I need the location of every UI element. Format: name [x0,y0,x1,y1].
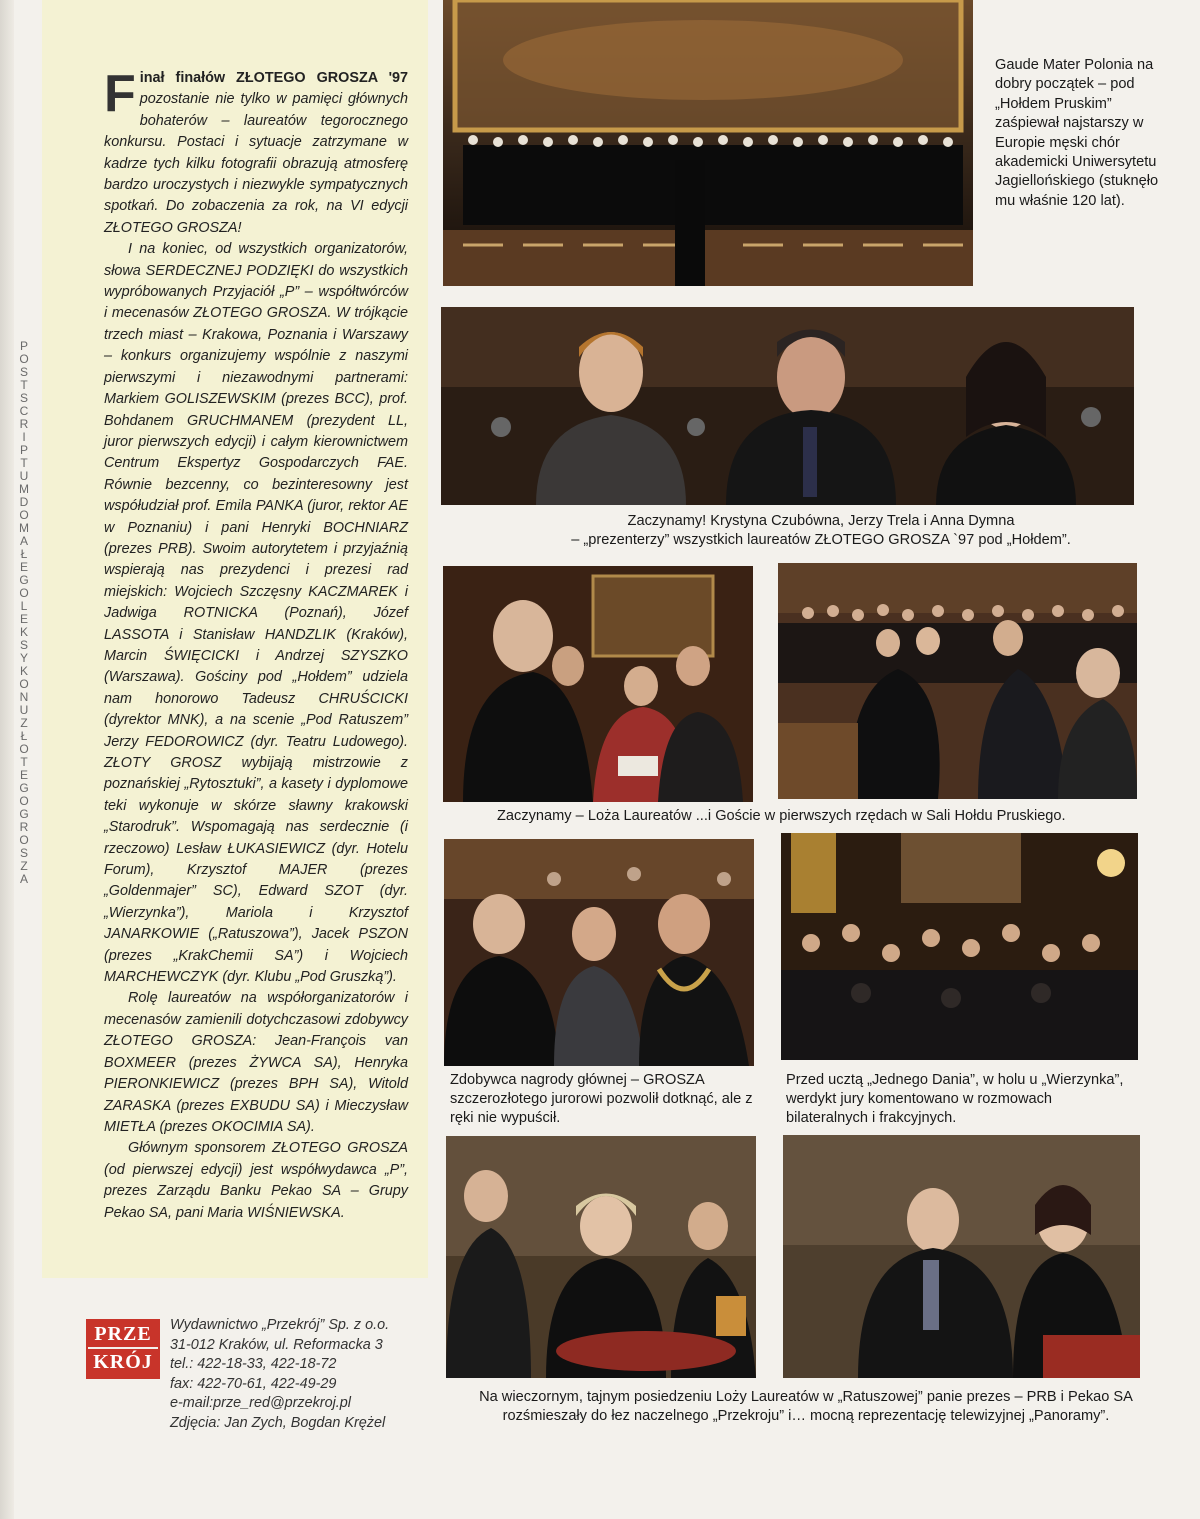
spine-letter: P [19,339,28,353]
spine-letter: G [19,781,29,795]
publisher-name: Wydawnictwo „Przekrój” Sp. z o.o. [170,1317,390,1333]
spine-letter: E [19,612,28,626]
spine-letter: K [19,664,28,678]
intro-paragraph-3: Rolę laureatów na współorganizatorów i mecenasów zamienili dotychczasowi zdobywcy ZŁOTEGO GROSZA: Jean-François van BOXMEER (prezes ŻYWCA SA), Henryka PIERONKIEWICZ (prezes BPH SA), Witold ZARASKA (prezes EXBUDU SA) i Mieczysław MIETŁA (prezes OKOCIMIA SA). [104,990,408,1135]
spine-letter: C [19,404,29,418]
spine-letter: A [19,534,28,548]
spine-letter: K [19,625,28,639]
spine-letter: E [19,560,28,574]
dropcap: F [104,65,136,123]
spine-letter: T [20,755,28,769]
caption-presenters-line-1: Zaczynamy! Krystyna Czubówna, Jerzy Trela i Anna Dymna [627,513,1015,529]
publisher-fax: fax: 422-70-61, 422-49-29 [170,1375,337,1392]
spine-letter: O [19,833,29,847]
spine-letter: S [19,391,28,405]
caption-wieczor-line-1: Na wieczornym, tajnym posiedzeniu Loży Laureatów w „Ratuszowej” panie prezes – PRB i Pekao SA [479,1389,1133,1405]
spine-letter: O [19,794,29,808]
caption-loza: Zaczynamy – Loża Laureatów ...i Goście w pierwszych rzędach w Sali Hołdu Pruskiego. [497,808,1066,824]
photo-ratuszowa-right [783,1135,1140,1378]
photo-guests [778,563,1137,799]
caption-presenters-line-2: – „prezenterzy” wszystkich laureatów ZŁOTEGO GROSZA `97 pod „Hołdem”. [571,532,1071,548]
spine-letter: D [19,495,29,509]
spine-letter: A [19,872,28,886]
spine-letter: O [19,586,29,600]
intro-lead: inał finałów ZŁOTEGO GROSZA '97 [139,70,408,86]
caption-wieczor [426,1388,1186,1426]
caption-wieczor-line-2: rozśmieszały do łez naczelnego „Przekroju” i… mocną reprezentację telewizyjnej „Panoramy”. [502,1408,1110,1424]
spine-vertical-text [16,340,32,886]
publisher-address: 31-012 Kraków, ul. Reformacka 3 [170,1336,383,1353]
spine-letter: E [19,768,28,782]
spine-letter: Y [19,651,28,665]
caption-presenters [441,512,1200,550]
spine-letter: L [20,599,28,613]
photo-ratuszowa-left [446,1136,756,1378]
intro-p1-rest: pozostanie nie tylko w pamięci głównych bohaterów – laureatów tegorocznego konkursu. Postaci i sytuacje zatrzymane w kadrze tych kilku fotografii obrazują atmosferę bardzo uroczystych i niezwykle sympatycznych spotkań. Do zobaczenia za rok, na VI edycji ZŁOTEGO GROSZA! [104,91,408,236]
spine-letter: S [19,365,28,379]
photo-zdobywca [444,839,754,1066]
intro-text [104,65,408,1224]
spine-letter: M [19,521,29,535]
logo-bottom: KRÓJ [88,1347,158,1375]
spine-letter: O [19,352,29,366]
spine-letter: Z [20,859,28,873]
spine-letter: T [20,456,28,470]
logo-top: PRZE [94,1323,152,1345]
spine-letter: R [19,417,29,431]
caption-choir: Gaude Mater Polonia na dobry początek – pod „Hołdem Pruskim” zaśpiewał najstarszy w Europie męski chór akademicki Uniwersytetu Jagiellońskiego (stuknęło mu właśnie 120 lat). [995,57,1159,209]
spine-letter: S [19,846,28,860]
spine-letter: Ł [20,729,28,743]
photo-loza-laureatow [443,566,753,802]
intro-paragraph-2: I na koniec, od wszystkich organizatorów, słowa SERDECZNEJ PODZIĘKI do wszystkich wypróbowanych Przyjaciół „P” – współtwórców i mecenasów ZŁOTEGO GROSZA. W trójkącie trzech miast – Krakowa, Poznania i Warszawy – konkurs organizujemy wspólnie z naszymi pierwszymi i niezawodnymi partnerami: Markiem GOLISZEWSKIM (prezes BCC), prof. Bohdanem GRUCHMANEM (prezydent LL, juror pierwszych edycji) i całym kierownictwem Centrum Ekspertyz Gospodarczych FAE. Równie bezcenny, co bezinteresowny jest współudział prof. Emila PANKA (juror, rektor AE w Poznaniu) i pani Henryki BOCHNIARZ (prezes PRB). Swoim autorytetem i przyjaźnią wspierają nas prezydenci i prezesi rad miejskich: Wojciech Szczęsny KACZMAREK i Jadwiga ROTNICKA (Poznań), Józef LASSOTA i Stanisław HANDZLIK (Kraków), Marcin ŚWIĘCICKI i Andrzej SZYSZKO (Warszawa). Gościny pod „Hołdem” udziela nam honorowo Tadeusz CHRUŚCICKI (dyrektor MNK), a na scenie „Pod Ratuszem” Jerzy FEDOROWICZ (dyr. Teatru Ludowego). ZŁOTY GROSZ wybijają mistrzowie z poznańskiej „Rytosztuki”, a kasety i dyplomowe teki wykonuje w skórze sławny krakowski „Starodruk”. Wspomagają nas serdecznie (i rzeczowo) Lesław ŁUKASIEWICZ (dyr. Hotelu Forum), Krzysztof MAJER (prezes „Goldenmajer” SC), Edward SZOT (dyr. „Wierzynka”), Mariola i Krzysztof JANARKOWIE („Ratuszowa”), Jacek PSZON (prezes „KrakChemii SA”) i Wojciech MARCHEWCZYK (dyr. Klubu „Pod Gruszką”). [104,241,408,986]
spine-letter: G [19,807,29,821]
spine-letter: N [19,690,29,704]
publisher-info [170,1316,430,1434]
caption-zdobywca: Zdobywca nagrody głównej – GROSZA szczerozłotego jurorowi pozwolił dotknąć, ale z ręki nie wypuścił. [450,1072,753,1126]
spine-letter: M [19,482,29,496]
spine-letter: S [19,638,28,652]
przekroj-logo [86,1319,160,1379]
publisher-email[interactable]: e-mail:prze_red@przekroj.pl [170,1395,351,1412]
spine-letter: U [19,703,29,717]
photo-uczta [781,833,1138,1060]
page-spine [0,0,14,1519]
spine-letter: T [20,378,28,392]
spine-letter: Z [20,716,28,730]
photo-presenters [441,307,1134,505]
publisher-tel: tel.: 422-18-33, 422-18-72 [170,1356,337,1373]
spine-letter: O [19,742,29,756]
photo-choir [443,0,973,286]
spine-letter: P [19,443,28,457]
spine-letter: O [19,508,29,522]
photo-credits: Zdjęcia: Jan Zych, Bogdan Krężel [170,1414,386,1431]
spine-letter: U [19,469,29,483]
caption-uczta: Przed ucztą „Jednego Dania”, w holu u „Wierzynka”, werdykt jury komentowano w rozmowach bilateralnych i frakcyjnych. [786,1072,1124,1126]
spine-letter: R [19,820,29,834]
intro-paragraph-1 [104,65,408,239]
spine-letter: Ł [20,547,28,561]
spine-letter: O [19,677,29,691]
intro-paragraph-4: Głównym sponsorem ZŁOTEGO GROSZA (od pierwszej edycji) jest współwydawca „P”, prezes Zarządu Banku Pekao SA – Grupy Pekao SA, pani Maria WIŚNIEWSKA. [104,1140,408,1221]
spine-letter: I [22,430,26,444]
spine-letter: G [19,573,29,587]
